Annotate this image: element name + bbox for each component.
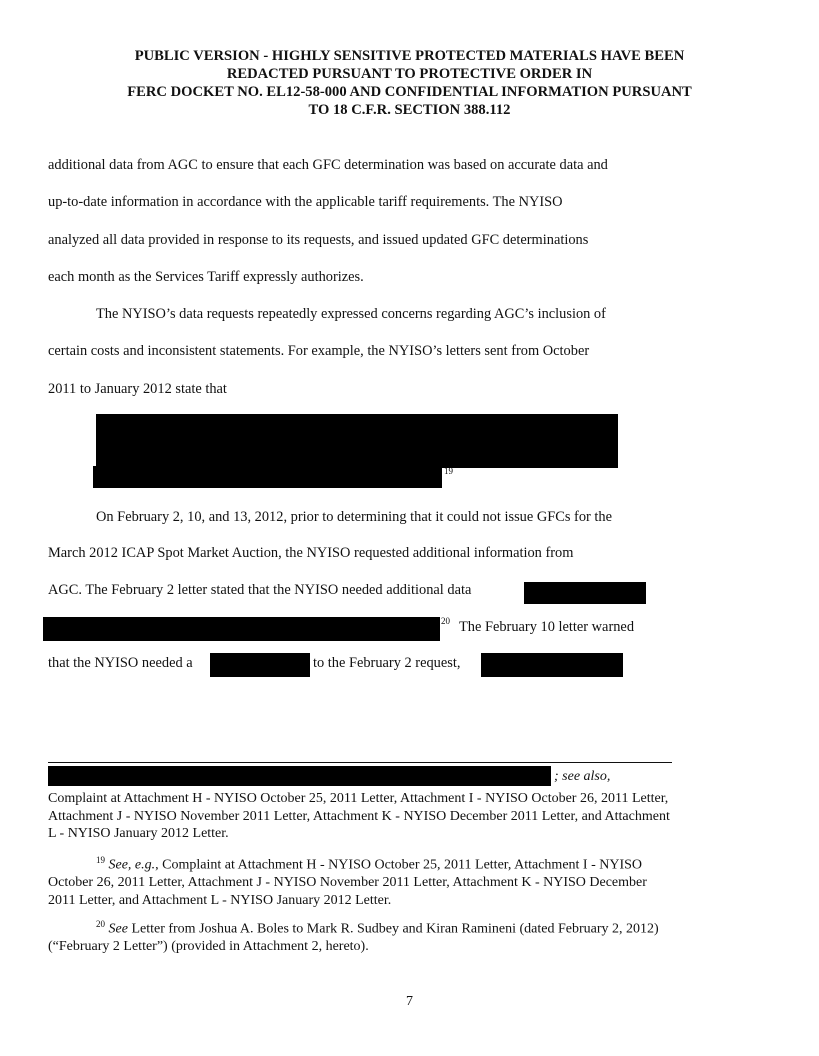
body-line: that the NYISO needed a	[48, 655, 193, 671]
header-line-1: PUBLIC VERSION - HIGHLY SENSITIVE PROTECTED MATERIALS HAVE BEEN	[134, 48, 685, 64]
header-line-2: REDACTED PURSUANT TO PROTECTIVE ORDER IN	[226, 66, 593, 82]
footnote-see-also: ; see also,	[554, 769, 611, 784]
footnote-19-text: , Complaint at Attachment H - NYISO October 25, 2011 Letter, Attachment I - NYISO October 26, 2011 Letter, Attachment J - NYISO November 2011 Letter, Attachment K - NYISO December 2011 Letter, and Attachment L - NYISO January 2012 Letter.	[48, 857, 647, 908]
footnote-20-number: 20	[96, 919, 105, 929]
body-line: analyzed all data provided in response to its requests, and issued updated GFC determinations	[48, 232, 589, 248]
redaction-block	[93, 466, 442, 488]
body-line: additional data from AGC to ensure that each GFC determination was based on accurate data and	[48, 157, 608, 173]
redaction-block	[210, 653, 310, 677]
redaction-block	[96, 414, 618, 468]
footnote-20-text: Letter from Joshua A. Boles to Mark R. Sudbey and Kiran Ramineni (dated February 2, 2012) (“February 2 Letter”) (provided in Attachment 2, hereto).	[48, 921, 659, 955]
footnote-20-signal: See	[108, 921, 128, 937]
body-line: The February 10 letter warned	[459, 619, 635, 635]
body-line: March 2012 ICAP Spot Market Auction, the NYISO requested additional information from	[48, 545, 574, 561]
footnote-separator	[48, 762, 672, 763]
body-line: certain costs and inconsistent statements. For example, the NYISO’s letters sent from October	[48, 343, 590, 359]
body-line: The NYISO’s data requests repeatedly expressed concerns regarding AGC’s inclusion of	[96, 306, 606, 322]
confidentiality-header	[40, 47, 779, 119]
redaction-block	[481, 653, 623, 677]
footnote-19-signal: See, e.g.	[108, 857, 156, 873]
page-number: 7	[406, 994, 413, 1009]
footnote-19	[48, 852, 676, 909]
body-line: each month as the Services Tariff expressly authorizes.	[48, 269, 364, 285]
footnote-20	[48, 916, 676, 956]
footnote-ref-20: 20	[441, 616, 450, 626]
footnote-continuation: Complaint at Attachment H - NYISO October 25, 2011 Letter, Attachment I - NYISO October 26, 2011 Letter, Attachment J - NYISO November 2011 Letter, Attachment K - NYISO December 2011 Letter, and Attachment L - NYISO January 2012 Letter.	[48, 791, 670, 841]
footnote-ref-19: 19	[444, 466, 453, 476]
redaction-block	[43, 617, 440, 641]
redaction-block	[524, 582, 646, 604]
footnote-19-number: 19	[96, 855, 105, 865]
body-line: On February 2, 10, and 13, 2012, prior to determining that it could not issue GFCs for the	[96, 509, 612, 525]
body-line: to the February 2 request,	[313, 655, 461, 671]
header-line-4: TO 18 C.F.R. SECTION 388.112	[308, 102, 511, 118]
body-line: AGC. The February 2 letter stated that the NYISO needed additional data	[48, 582, 472, 598]
redaction-block	[48, 766, 551, 786]
body-line: 2011 to January 2012 state that	[48, 381, 227, 397]
header-line-3: FERC DOCKET NO. EL12-58-000 AND CONFIDENTIAL INFORMATION PURSUANT	[127, 84, 692, 100]
body-line: up-to-date information in accordance with the applicable tariff requirements. The NYISO	[48, 194, 563, 210]
